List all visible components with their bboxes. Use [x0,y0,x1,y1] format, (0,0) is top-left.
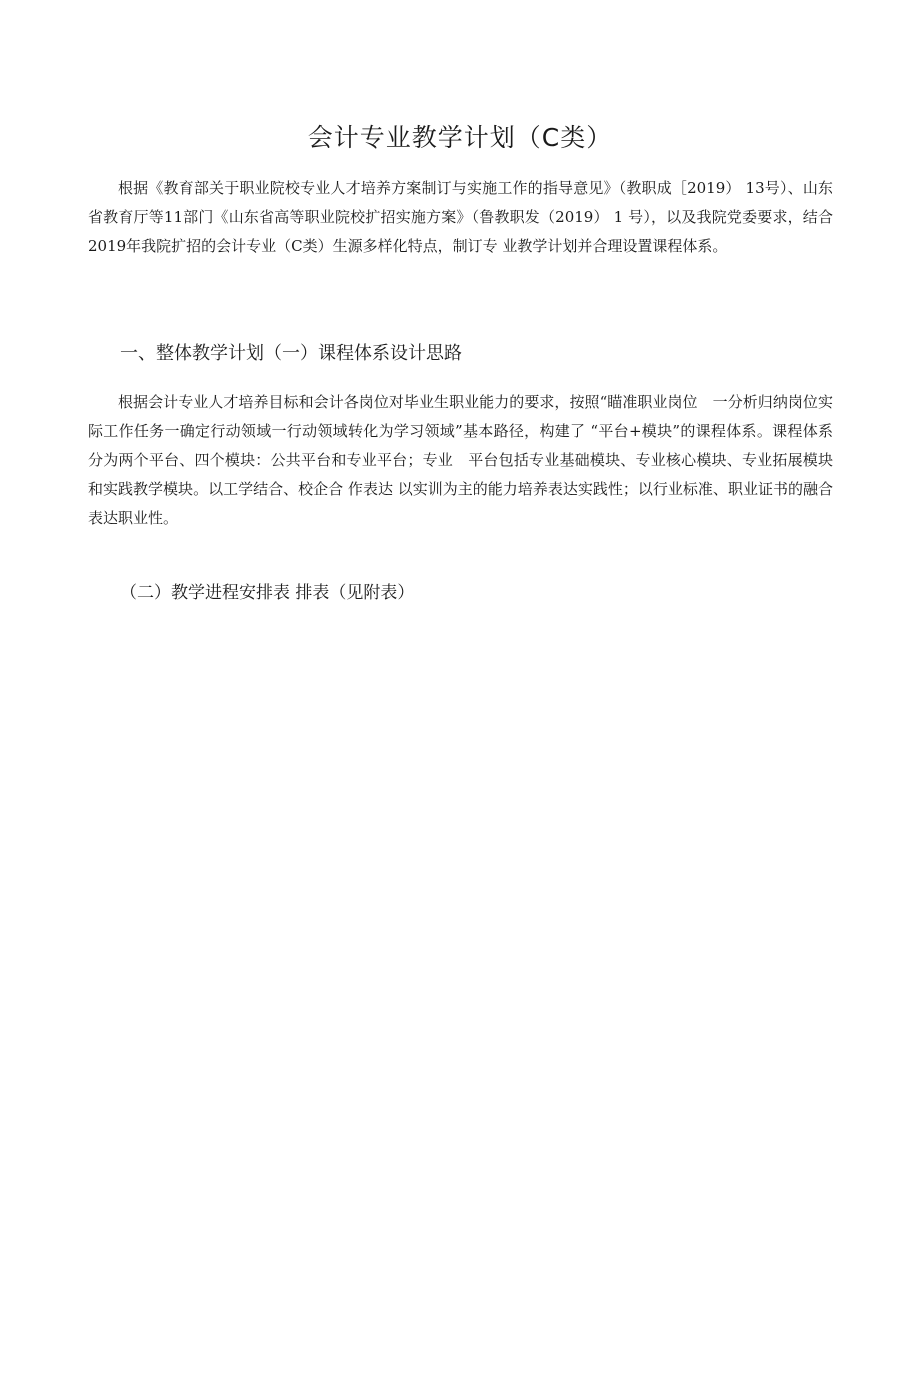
section-2-heading: （二）教学进程安排表 排表（见附表） [120,583,415,603]
section-1-body: 根据会计专业人才培养目标和会计各岗位对毕业生职业能力的要求，按照“瞄准职业岗位 一分析归纳岗位实际工作任务一确定行动领域一行动领域转化为学习领域”基本路径，构建了 “平台+模块”的课程体系。课程体系分为两个平台、四个模块：公共平台和专业平台；专业 平台包括专业基础模块、专业核心模块、专业拓展模块和实践教学模块。以工学结合、校企合 作表达 以实训为主的能力培养表达实践性；以行业标准、职业证书的融合表达职业性。 [88,393,833,527]
section-1-heading: 一、整体教学计划（一）课程体系设计思路 [120,343,462,364]
intro-paragraph: 根据《教育部关于职业院校专业人才培养方案制订与实施工作的指导意见》（教职成［2019） 13号）、山东省教育厅等11部门《山东省高等职业院校扩招实施方案》（鲁教职发（2019） 1 号），以及我院党委要求，结合2019年我院扩招的会计专业（C类）生源多样化特点，制订专 业教学计划并合理设置课程体系。 [88,179,833,255]
document-title: 会计专业教学计划（C类） [307,123,613,152]
